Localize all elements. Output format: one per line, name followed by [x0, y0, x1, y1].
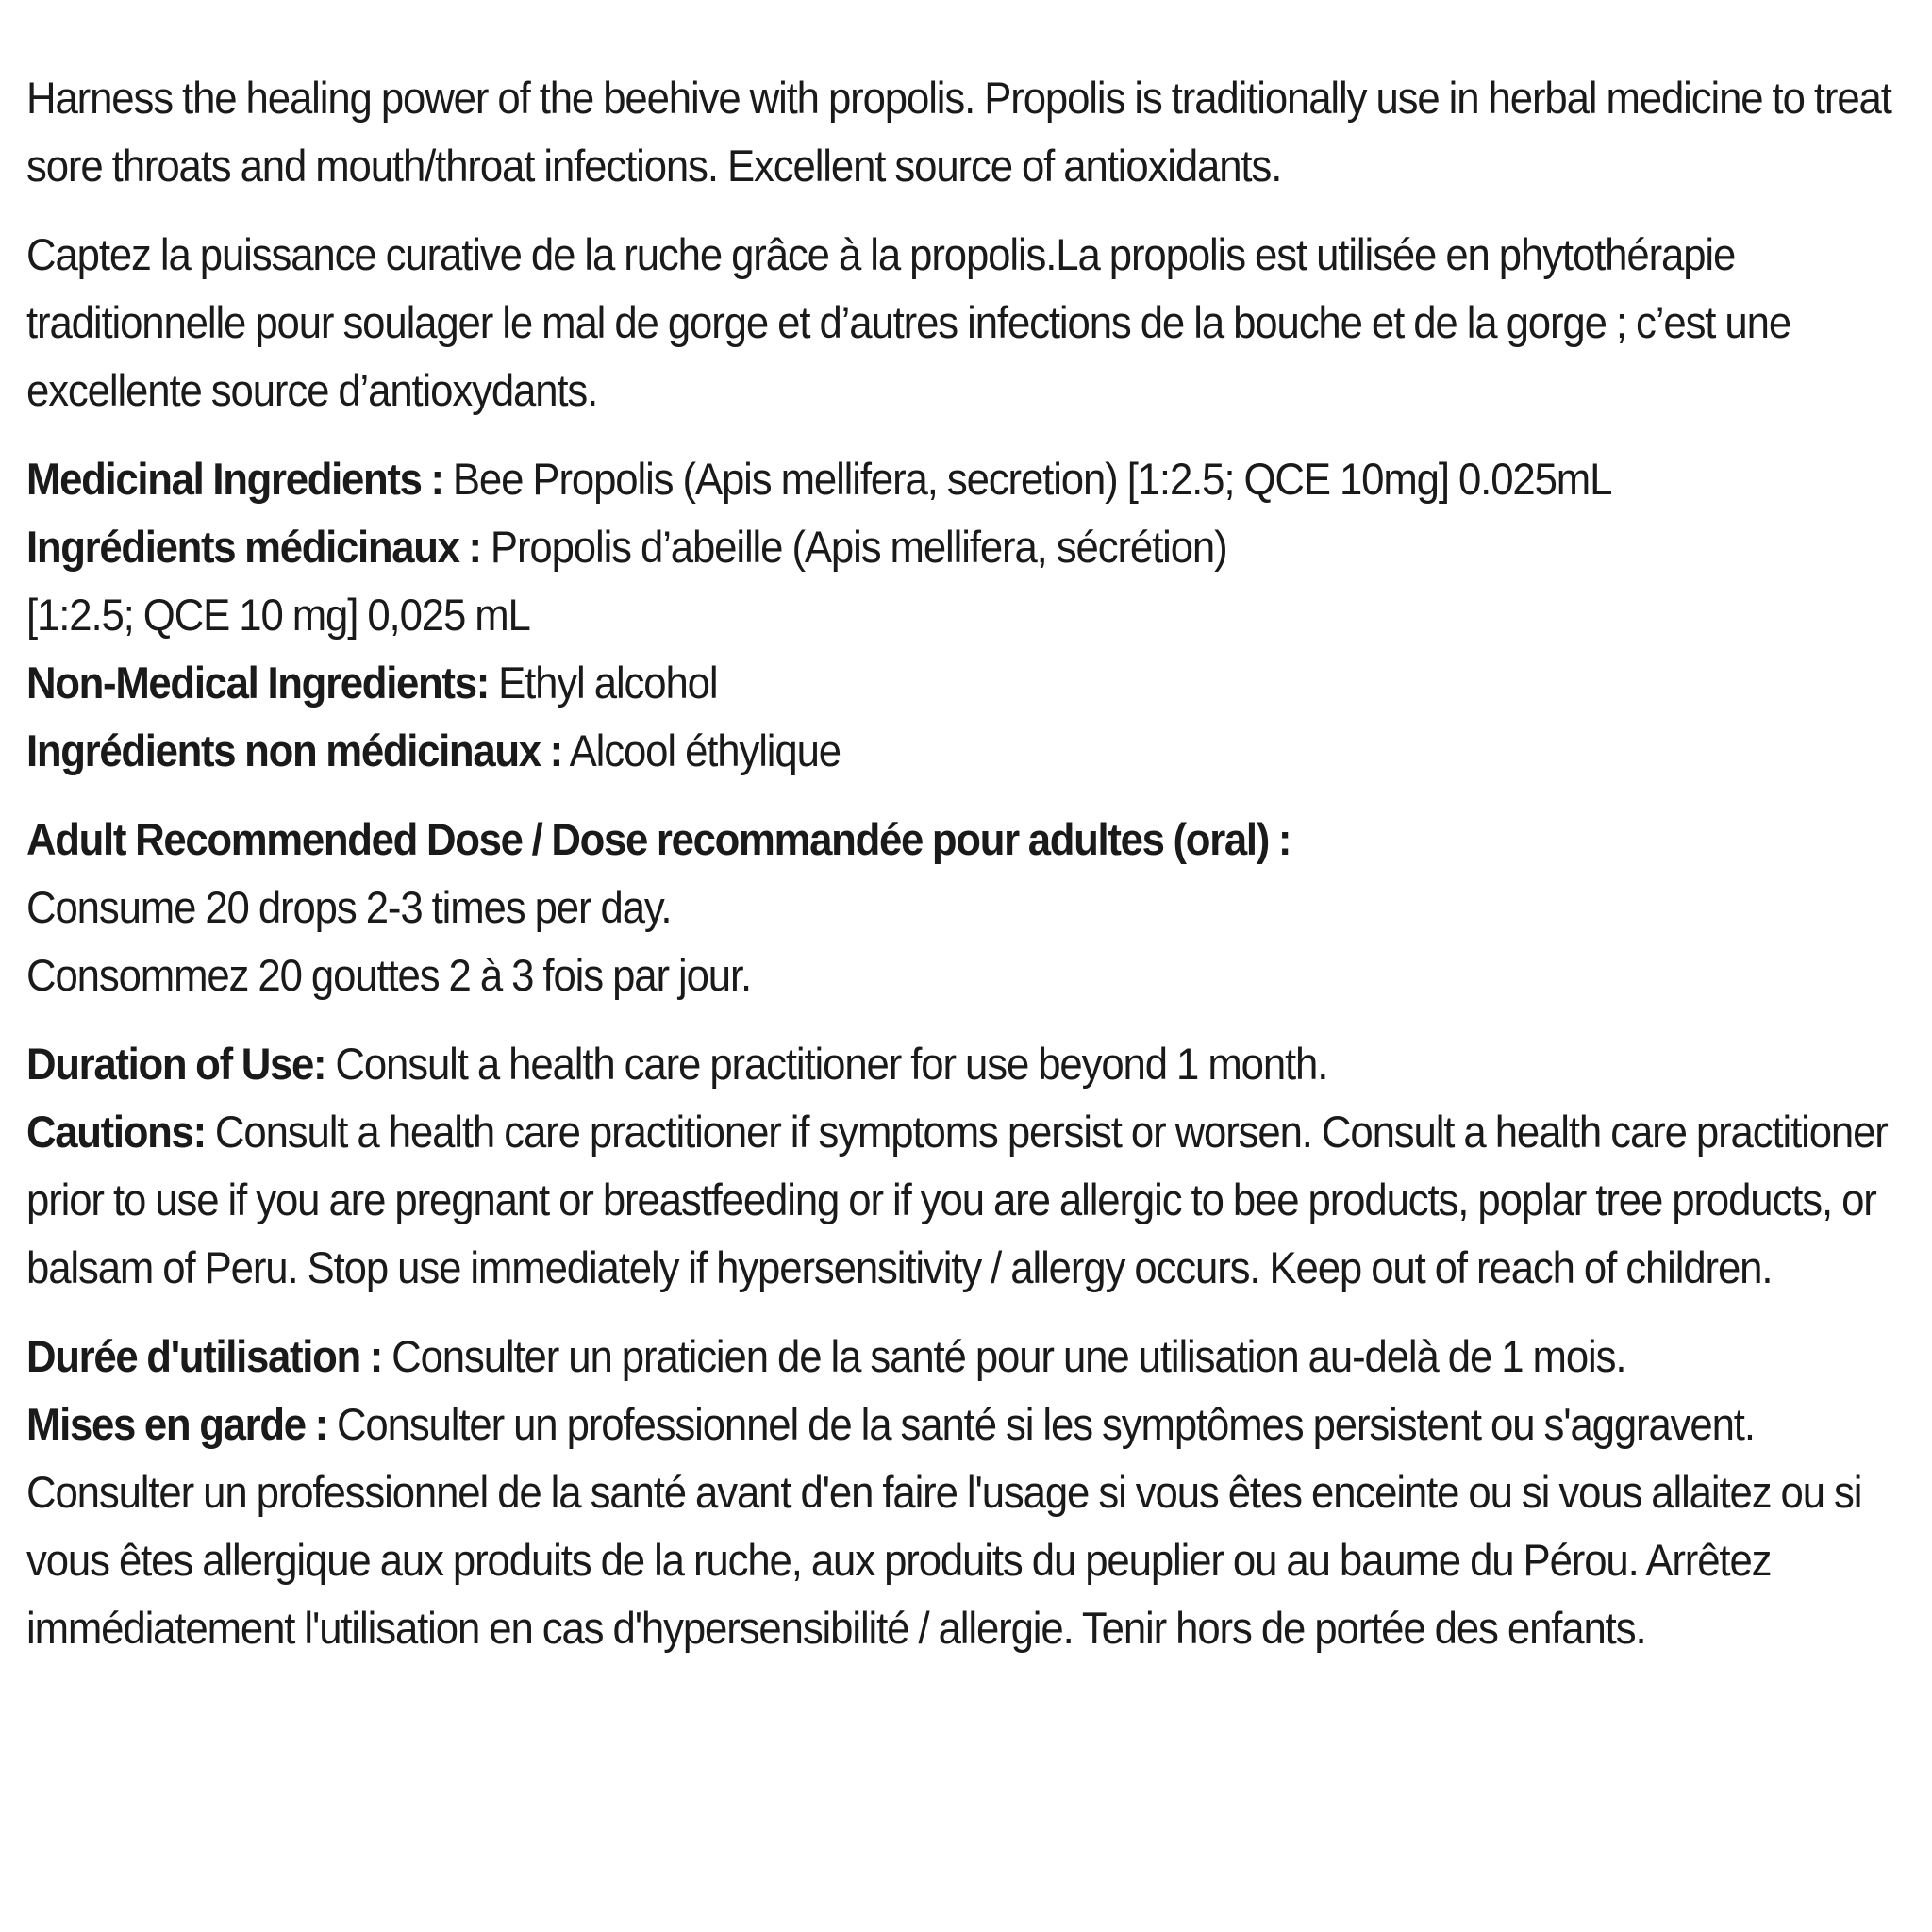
medicinal-ingredients-en-label: Medicinal Ingredients : [26, 454, 443, 504]
cautions-en-label: Cautions: [26, 1107, 206, 1157]
duration-of-use-fr-value: Consulter un praticien de la santé pour une utilisation au-delà de 1 mois. [382, 1331, 1626, 1381]
french-use-section [26, 1323, 1913, 1662]
medicinal-ingredients-fr-label: Ingrédients médicinaux : [26, 522, 481, 572]
medicinal-ingredients-fr-value: Propolis d’abeille (Apis mellifera, sécrétion) [480, 522, 1227, 572]
non-medicinal-ingredients-fr-label: Ingrédients non médicinaux : [26, 725, 562, 775]
label-text-content [26, 64, 1913, 1683]
non-medicinal-ingredients-en-label: Non-Medical Ingredients: [26, 658, 489, 708]
dose-section [26, 806, 1913, 1009]
cautions-fr-label: Mises en garde : [26, 1399, 327, 1449]
duration-of-use-en-label: Duration of Use: [26, 1039, 326, 1089]
cautions-en-value: Consult a health care practitioner if symptoms persist or worsen. Consult a health care practitioner prior to use if you are pregnant or breastfeeding or if you are allergic to bee products, poplar tree products, or balsam of Peru. Stop use immediately if hypersensitivity / allergy occurs. Keep out of reach of children. [26, 1107, 1888, 1292]
cautions-en [26, 1098, 1913, 1302]
medicinal-ingredients-en [26, 445, 1913, 513]
medicinal-ingredients-fr-dosage: [1:2.5; QCE 10 mg] 0,025 mL [26, 590, 530, 640]
ingredients-section [26, 445, 1913, 785]
non-medicinal-ingredients-fr [26, 717, 1913, 785]
english-use-section [26, 1030, 1913, 1302]
non-medicinal-ingredients-fr-value: Alcool éthylique [561, 725, 841, 775]
medicinal-ingredients-fr [26, 513, 1913, 581]
non-medicinal-ingredients-en-value: Ethyl alcohol [488, 658, 718, 708]
dose-french: Consommez 20 gouttes 2 à 3 fois par jour. [26, 950, 752, 1000]
intro-french: Captez la puissance curative de la ruche grâce à la propolis.La propolis est utilisée en phytothérapie traditionnelle pour soulager le mal de gorge et d’autres infections de la bouche et de la gorge ; c’est une excellente source d’antioxydants. [26, 229, 1791, 415]
duration-of-use-fr-label: Durée d'utilisation : [26, 1331, 383, 1381]
duration-of-use-fr [26, 1323, 1913, 1391]
non-medicinal-ingredients-en [26, 649, 1913, 717]
duration-of-use-en [26, 1030, 1913, 1098]
intro-english: Harness the healing power of the beehive with propolis. Propolis is traditionally use in herbal medicine to treat sore throats and mouth/throat infections. Excellent source of antioxidants. [26, 73, 1891, 191]
cautions-fr-value: Consulter un professionnel de la santé si les symptômes persistent ou s'aggravent. Consulter un professionnel de la santé avant d'en faire l'usage si vous êtes enceinte ou si vous allaitez ou si vous êtes allergique aux produits de la ruche, aux produits du peuplier ou au baume du Pérou. Arrêtez immédiatement l'utilisation en cas d'hypersensibilité / allergie. Tenir hors de portée des enfants. [26, 1399, 1862, 1653]
dose-english: Consume 20 drops 2-3 times per day. [26, 882, 672, 932]
duration-of-use-en-value: Consult a health care practitioner for use beyond 1 month. [325, 1039, 1328, 1089]
medicinal-ingredients-en-value: Bee Propolis (Apis mellifera, secretion) [1:2.5; QCE 10mg] 0.025mL [442, 454, 1612, 504]
dose-heading: Adult Recommended Dose / Dose recommandée pour adultes (oral) : [26, 814, 1291, 864]
cautions-fr [26, 1391, 1913, 1662]
